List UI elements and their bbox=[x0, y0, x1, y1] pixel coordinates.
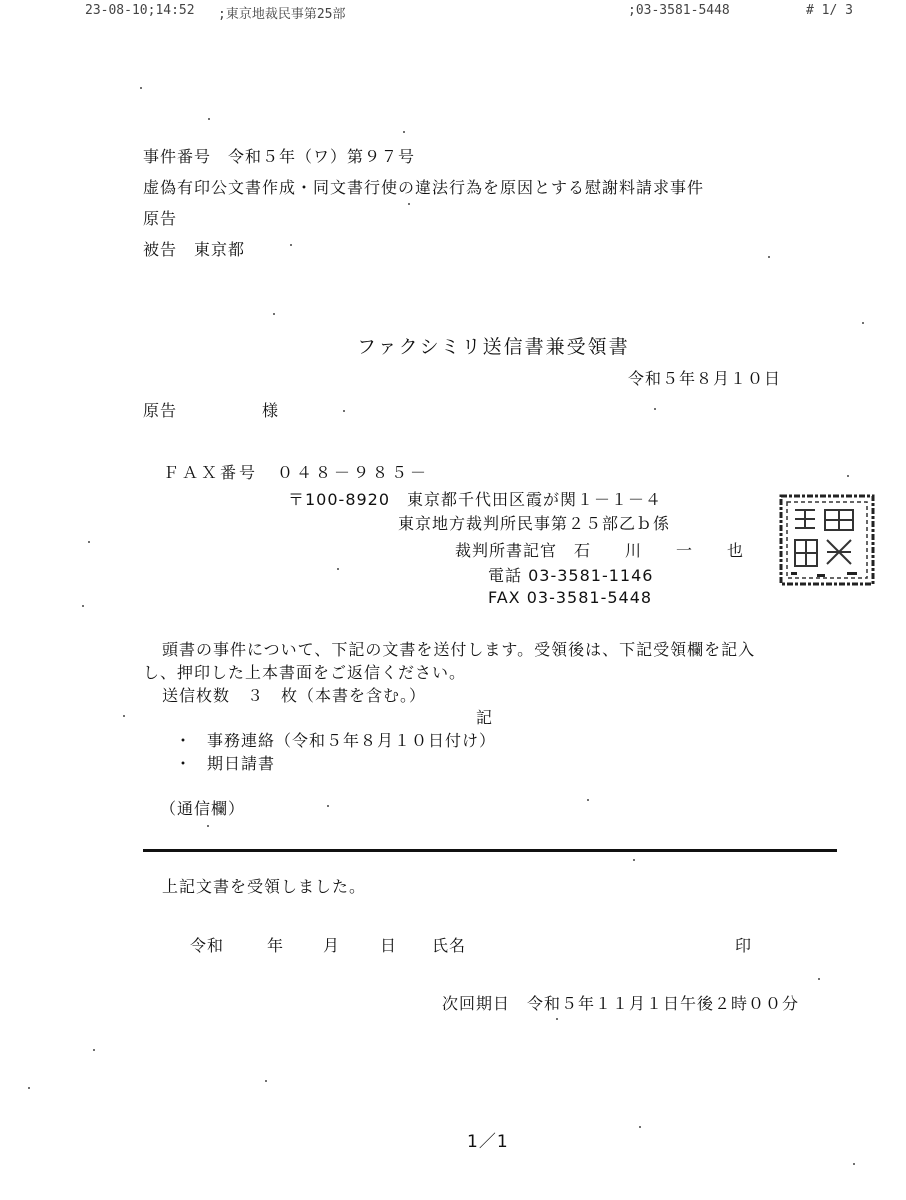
fax-header-datetime: 23-08-10;14:52 bbox=[85, 3, 195, 18]
sender-fax: FAX 03-3581-5448 bbox=[488, 588, 653, 607]
receipt-seal-mark: 印 bbox=[735, 936, 753, 955]
next-hearing-date: 次回期日 令和５年１１月１日午後２時００分 bbox=[442, 994, 800, 1013]
document-bullet: ・ bbox=[175, 731, 193, 750]
case-defendant: 被告 東京都 bbox=[143, 240, 246, 259]
message-line-1: 頭書の事件について、下記の文書を送付します。受領後は、下記受領欄を記入 bbox=[162, 640, 756, 659]
sender-clerk: 裁判所書記官 石 川 一 也 bbox=[455, 541, 745, 560]
sender-phone: 電話 03-3581-1146 bbox=[488, 566, 654, 585]
recipient: 原告 様 bbox=[143, 401, 280, 420]
fax-header-sender-fax: ;03-3581-5448 bbox=[628, 3, 730, 18]
receipt-day: 日 bbox=[380, 936, 398, 955]
transmission-count: 送信枚数 ３ 枚（本書を含む。） bbox=[162, 686, 427, 705]
sender-address: 〒100-8920 東京都千代田区霞が関１－１－４ bbox=[288, 490, 663, 509]
document-item: 事務連絡（令和５年８月１０日付け） bbox=[207, 731, 497, 750]
communication-label: （通信欄） bbox=[160, 799, 246, 818]
fax-header-sender: ;東京地裁民事第25部 bbox=[218, 7, 346, 22]
receipt-name-label: 氏名 bbox=[432, 936, 467, 955]
case-plaintiff: 原告 bbox=[143, 209, 178, 228]
document-title: ファクシミリ送信書兼受領書 bbox=[357, 336, 630, 358]
message-line-2: し、押印した上本書面をご返信ください。 bbox=[143, 663, 467, 682]
recipient-fax: ＦＡＸ番号 ０４８－９８５－ bbox=[163, 463, 430, 482]
fax-header-page: # 1/ 3 bbox=[806, 3, 853, 18]
case-number: 事件番号 令和５年（ワ）第９７号 bbox=[143, 147, 416, 166]
sender-department: 東京地方裁判所民事第２５部乙ｂ係 bbox=[398, 514, 671, 533]
receipt-era: 令和 bbox=[190, 936, 225, 955]
separator-rule bbox=[143, 849, 837, 852]
receipt-statement: 上記文書を受領しました。 bbox=[162, 877, 367, 896]
case-name: 虚偽有印公文書作成・同文書行使の違法行為を原因とする慰謝料請求事件 bbox=[143, 178, 705, 197]
document-item: 期日請書 bbox=[207, 754, 276, 773]
page-number: 1／1 bbox=[467, 1132, 509, 1152]
ki-heading: 記 bbox=[476, 708, 494, 727]
document-bullet: ・ bbox=[175, 754, 193, 773]
receipt-month: 月 bbox=[323, 936, 341, 955]
receipt-year: 年 bbox=[267, 936, 285, 955]
official-seal-stamp bbox=[777, 492, 877, 588]
document-date: 令和５年８月１０日 bbox=[628, 369, 782, 388]
